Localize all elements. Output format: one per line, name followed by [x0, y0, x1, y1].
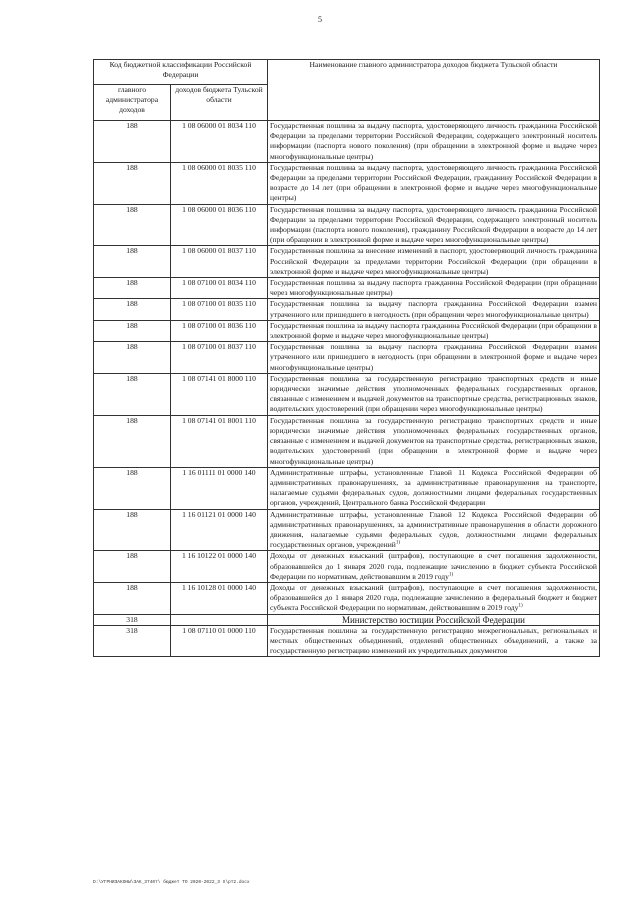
revenue-name-cell: [268, 246, 600, 278]
revenue-name-text: Государственная пошлина за выдачу паспорта гражданина Российской Федерации взамен утраченного или пришедшего в негодность (при обращении через многофункциональные центры): [270, 299, 597, 319]
table-row: [94, 320, 600, 341]
revenue-name-cell: [268, 162, 600, 204]
revenue-name-text: Государственная пошлина за выдачу паспорта, удостоверяющего личность гражданина Российской Федерации за пределами территории Российской Федерации, гражданину Российской Федерации в возрасте до 14 лет (при обращении в электронной форме и выдаче через многофункциональные центры): [270, 162, 597, 203]
revenue-code-cell: 1 08 07141 01 8000 110: [171, 373, 268, 415]
header-revenue-column: доходов бюджета Тульской области: [171, 85, 268, 121]
header-code-group: Код бюджетной классификации Российской Федерации: [94, 60, 268, 85]
revenue-name-text: Административные штрафы, установленные Главой 11 Кодекса Российской Федерации об административных правонарушениях, за административные правонарушения на транспорте, налагаемые судьями федеральных судов, должностными лицами федеральных государственных органов, учреждений, Центрального банка Российской Федерации: [270, 467, 597, 508]
admin-code-cell: 188: [94, 551, 171, 583]
revenue-name-text: Доходы от денежных взысканий (штрафов), поступающие в счет погашения задолженности, образовавшейся до 1 января 2020 года, подлежащие зачислению в бюджет субъекта Российской Федерации по нормативам, действовавшим в 2019 году: [270, 551, 597, 581]
revenue-name-cell: [268, 299, 600, 320]
revenue-code-cell: 1 08 07100 01 8036 110: [171, 320, 268, 341]
table-row: [94, 582, 600, 614]
revenue-name-cell: [268, 625, 600, 657]
revenue-name-text: Государственная пошлина за государственную регистрацию транспортных средств и иные юридически значимые действия уполномоченных федеральных государственных органов, связанные с изменением и выдачей документов на транспортные средства, регистрационных знаков, водительских удостоверений (при обращении через многофункциональные центры): [270, 373, 597, 414]
table-body: [94, 121, 600, 657]
revenue-name-text: Министерство юстиции Российской Федерации: [341, 614, 525, 625]
revenue-code-cell: 1 16 01111 01 0000 140: [171, 467, 268, 509]
revenue-code-cell: 1 16 10122 01 0000 140: [171, 551, 268, 583]
header-name-column: Наименование главного администратора доходов бюджета Тульской области: [268, 60, 600, 121]
revenue-code-cell: 1 08 07110 01 0000 110: [171, 625, 268, 657]
admin-code-cell: 318: [94, 614, 171, 625]
table-row: [94, 373, 600, 415]
table-row: [94, 121, 600, 163]
admin-code-cell: 188: [94, 121, 171, 163]
revenue-name-cell: [268, 121, 600, 163]
table-row: [94, 342, 600, 374]
revenue-code-cell: 1 08 07141 01 8001 110: [171, 415, 268, 467]
revenue-code-cell: 1 16 10128 01 0000 140: [171, 582, 268, 614]
revenue-name-cell: [268, 373, 600, 415]
admin-code-cell: 188: [94, 162, 171, 204]
revenue-code-cell: 1 08 07100 01 8034 110: [171, 278, 268, 299]
table-row: [94, 509, 600, 551]
revenue-name-text: Государственная пошлина за государственную регистрацию транспортных средств и иные юридически значимые действия уполномоченных федеральных государственных органов, связанные с изменением и выдачей документов на транспортные средства, регистрационных знаков, водительских удостоверений (при обращении в электронной форме и выдаче через многофункциональные центры): [270, 415, 597, 466]
revenue-name-text: Доходы от денежных взысканий (штрафов), поступающие в счет погашения задолженности, образовавшейся до 1 января 2020 года, подлежащие зачислению в федеральный бюджет и бюджет субъекта Российской Федерации по нормативам, действовавшим в 2019 году: [270, 582, 597, 613]
page-number: 5: [318, 15, 322, 24]
table-row: [94, 246, 600, 278]
admin-code-cell: 188: [94, 509, 171, 551]
table-row: [94, 415, 600, 467]
admin-code-cell: 188: [94, 246, 171, 278]
header-admin-column: главного администратора доходов: [94, 85, 171, 121]
admin-code-cell: 188: [94, 582, 171, 614]
revenue-name-cell: [268, 614, 600, 625]
footnote-marker: 1): [395, 540, 401, 546]
file-path-footer: D:\УГРНИЗАКОНЫ\ЗАК_3740т\ бюджет ТО 2020-2022_3 п\рт2.docx: [93, 880, 250, 885]
revenue-name-text: Государственная пошлина за выдачу паспорта, удостоверяющего личность гражданина Российской Федерации за пределами территории Российской Федерации, содержащего электронный носитель информации (паспорта нового поколения) (при обращении в электронной форме и выдаче через многофункциональные центры): [270, 121, 597, 161]
table-row: [94, 299, 600, 320]
revenue-name-text: Государственная пошлина за внесение изменений в паспорт, удостоверяющий личность гражданина Российской Федерации за пределами территории Российской Федерации (при обращении в электронной форме и выдаче через многофункциональные центры): [270, 246, 597, 276]
section-row: [94, 614, 600, 625]
table-row: [94, 551, 600, 583]
admin-code-cell: 188: [94, 467, 171, 509]
revenue-name-cell: [268, 342, 600, 374]
revenue-code-cell: 1 08 06000 01 8037 110: [171, 246, 268, 278]
revenue-name-cell: [268, 509, 600, 551]
footnote-marker: 1): [448, 572, 454, 578]
revenue-name-text: Государственная пошлина за выдачу паспорта, удостоверяющего личность гражданина Российской Федерации за пределами территории Российской Федерации, содержащего электронный носитель информации (паспорта нового поколения), гражданину Российской Федерации в возрасте до 14 лет (при обращении в электронной форме и выдаче через многофункциональные центры): [270, 204, 597, 245]
admin-code-cell: 188: [94, 415, 171, 467]
admin-code-cell: 188: [94, 278, 171, 299]
revenue-name-cell: [268, 320, 600, 341]
revenue-name-cell: [268, 582, 600, 614]
table-row: [94, 278, 600, 299]
revenue-name-cell: [268, 467, 600, 509]
admin-code-cell: 188: [94, 320, 171, 341]
footnote-marker: 1): [518, 603, 523, 609]
revenue-name-cell: [268, 415, 600, 467]
admin-code-cell: 188: [94, 299, 171, 320]
revenue-name-cell: [268, 551, 600, 583]
admin-code-cell: 318: [94, 625, 171, 657]
revenue-name-text: Государственная пошлина за государственную регистрацию межрегиональных, региональных и местных общественных объединений, отделений общественных объединений, а также за государственную регистрацию изменений их учредительных документов: [270, 625, 597, 656]
revenue-name-cell: [268, 278, 600, 299]
revenue-code-cell: 1 08 06000 01 8035 110: [171, 162, 268, 204]
revenue-name-cell: [268, 204, 600, 246]
revenue-name-text: Административные штрафы, установленные Главой 12 Кодекса Российской Федерации об административных правонарушениях, за административные правонарушения в области дорожного движения, налагаемые судьями федеральных судов, должностными лицами федеральных государственных органов, учреждений: [270, 509, 597, 550]
budget-revenue-table: [93, 59, 600, 657]
revenue-code-cell: 1 08 06000 01 8034 110: [171, 121, 268, 163]
admin-code-cell: 188: [94, 373, 171, 415]
table-row: [94, 162, 600, 204]
table-row: [94, 467, 600, 509]
revenue-code-cell: 1 16 01121 01 0000 140: [171, 509, 268, 551]
revenue-name-text: Государственная пошлина за выдачу паспорта гражданина Российской Федерации (при обращении в электронной форме и выдаче через многофункциональные центры): [270, 320, 597, 341]
revenue-code-cell: 1 08 06000 01 8036 110: [171, 204, 268, 246]
admin-code-cell: 188: [94, 204, 171, 246]
table-row: [94, 204, 600, 246]
revenue-name-text: Государственная пошлина за выдачу паспорта гражданина Российской Федерации (при обращении через многофункциональные центры): [270, 278, 597, 298]
table-row: [94, 625, 600, 657]
revenue-code-cell: [171, 614, 268, 625]
revenue-name-text: Государственная пошлина за выдачу паспорта гражданина Российской Федерации взамен утраченного или пришедшего в негодность (при обращении в электронной форме и выдаче через многофункциональные центры): [270, 342, 597, 372]
revenue-code-cell: 1 08 07100 01 8037 110: [171, 342, 268, 374]
admin-code-cell: 188: [94, 342, 171, 374]
revenue-code-cell: 1 08 07100 01 8035 110: [171, 299, 268, 320]
